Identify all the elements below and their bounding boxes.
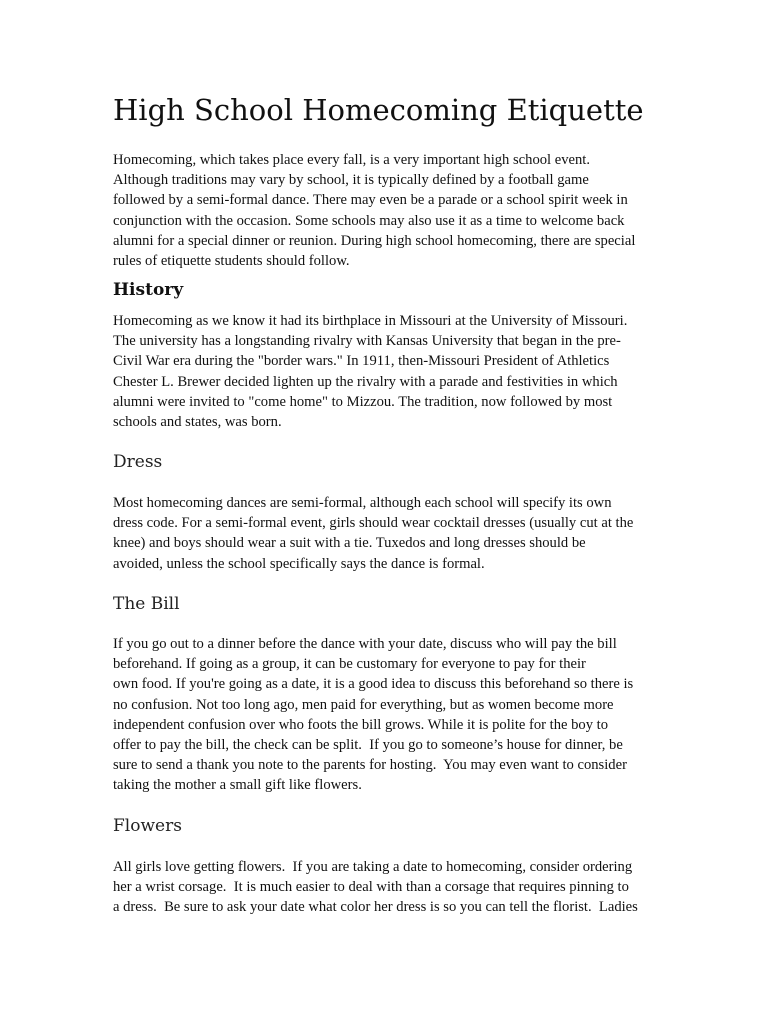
bill-line: independent confusion over who foots the bill grows. While it is polite for the boy to — [113, 716, 609, 733]
dress-line: knee) and boys should wear a suit with a tie. Tuxedos and long dresses should be — [113, 535, 586, 552]
history-heading: History — [113, 280, 184, 300]
intro-line: alumni for a special dinner or reunion. During high school homecoming, there are special — [113, 232, 636, 249]
flowers-heading: Flowers — [113, 816, 182, 836]
intro-paragraph — [113, 150, 635, 271]
dress-line: avoided, unless the school specifically says the dance is formal. — [113, 555, 485, 572]
history-line: schools and states, was born. — [113, 414, 282, 431]
history-line: Chester L. Brewer decided lighten up the rivalry with a parade and festivities in which — [113, 373, 618, 390]
dress-heading: Dress — [113, 452, 163, 472]
bill-paragraph — [113, 634, 633, 796]
history-line: Homecoming as we know it had its birthplace in Missouri at the University of Missouri. — [113, 313, 628, 329]
page-title: High School Homecoming Etiquette — [113, 93, 644, 127]
bill-line: beforehand. If going as a group, it can be customary for everyone to pay for their — [113, 656, 586, 673]
history-line: Civil War era during the "border wars." In 1911, then-Missouri President of Athletics — [113, 353, 610, 370]
flowers-paragraph — [113, 857, 638, 918]
bill-line: If you go out to a dinner before the dance with your date, discuss who will pay the bill — [113, 636, 617, 652]
intro-line: Although traditions may vary by school, it is typically defined by a football game — [113, 172, 589, 189]
dress-line: dress code. For a semi-formal event, girls should wear cocktail dresses (usually cut at the — [113, 515, 634, 532]
bill-line: taking the mother a small gift like flowers. — [113, 777, 362, 794]
bill-line: own food. If you're going as a date, it is a good idea to discuss this beforehand so there is — [113, 676, 634, 693]
dress-paragraph — [113, 493, 633, 574]
intro-line: rules of etiquette students should follow. — [113, 253, 350, 270]
bill-heading: The Bill — [113, 594, 180, 614]
history-line: alumni were invited to "come home" to Mizzou. The tradition, now followed by most — [113, 393, 613, 410]
bill-line: offer to pay the bill, the check can be split. If you go to someone’s house for dinner, be — [113, 737, 623, 754]
bill-line: sure to send a thank you note to the parents for hosting. You may even want to consider — [113, 757, 627, 774]
flowers-line: a dress. Be sure to ask your date what color her dress is so you can tell the florist. Ladies — [113, 899, 638, 916]
history-paragraph — [113, 311, 627, 432]
intro-line: conjunction with the occasion. Some schools may also use it as a time to welcome back — [113, 212, 625, 229]
history-line: The university has a longstanding rivalry with Kansas University that began in the pre- — [113, 333, 621, 350]
dress-line: Most homecoming dances are semi-formal, although each school will specify its own — [113, 495, 612, 511]
flowers-line: her a wrist corsage. It is much easier to deal with than a corsage that requires pinning to — [113, 879, 629, 896]
intro-line: followed by a semi-formal dance. There may even be a parade or a school spirit week in — [113, 192, 628, 209]
flowers-line: All girls love getting flowers. If you are taking a date to homecoming, consider ordering — [113, 859, 633, 875]
bill-line: no confusion. Not too long ago, men paid for everything, but as women become more — [113, 696, 614, 713]
intro-line: Homecoming, which takes place every fall, is a very important high school event. — [113, 152, 590, 168]
